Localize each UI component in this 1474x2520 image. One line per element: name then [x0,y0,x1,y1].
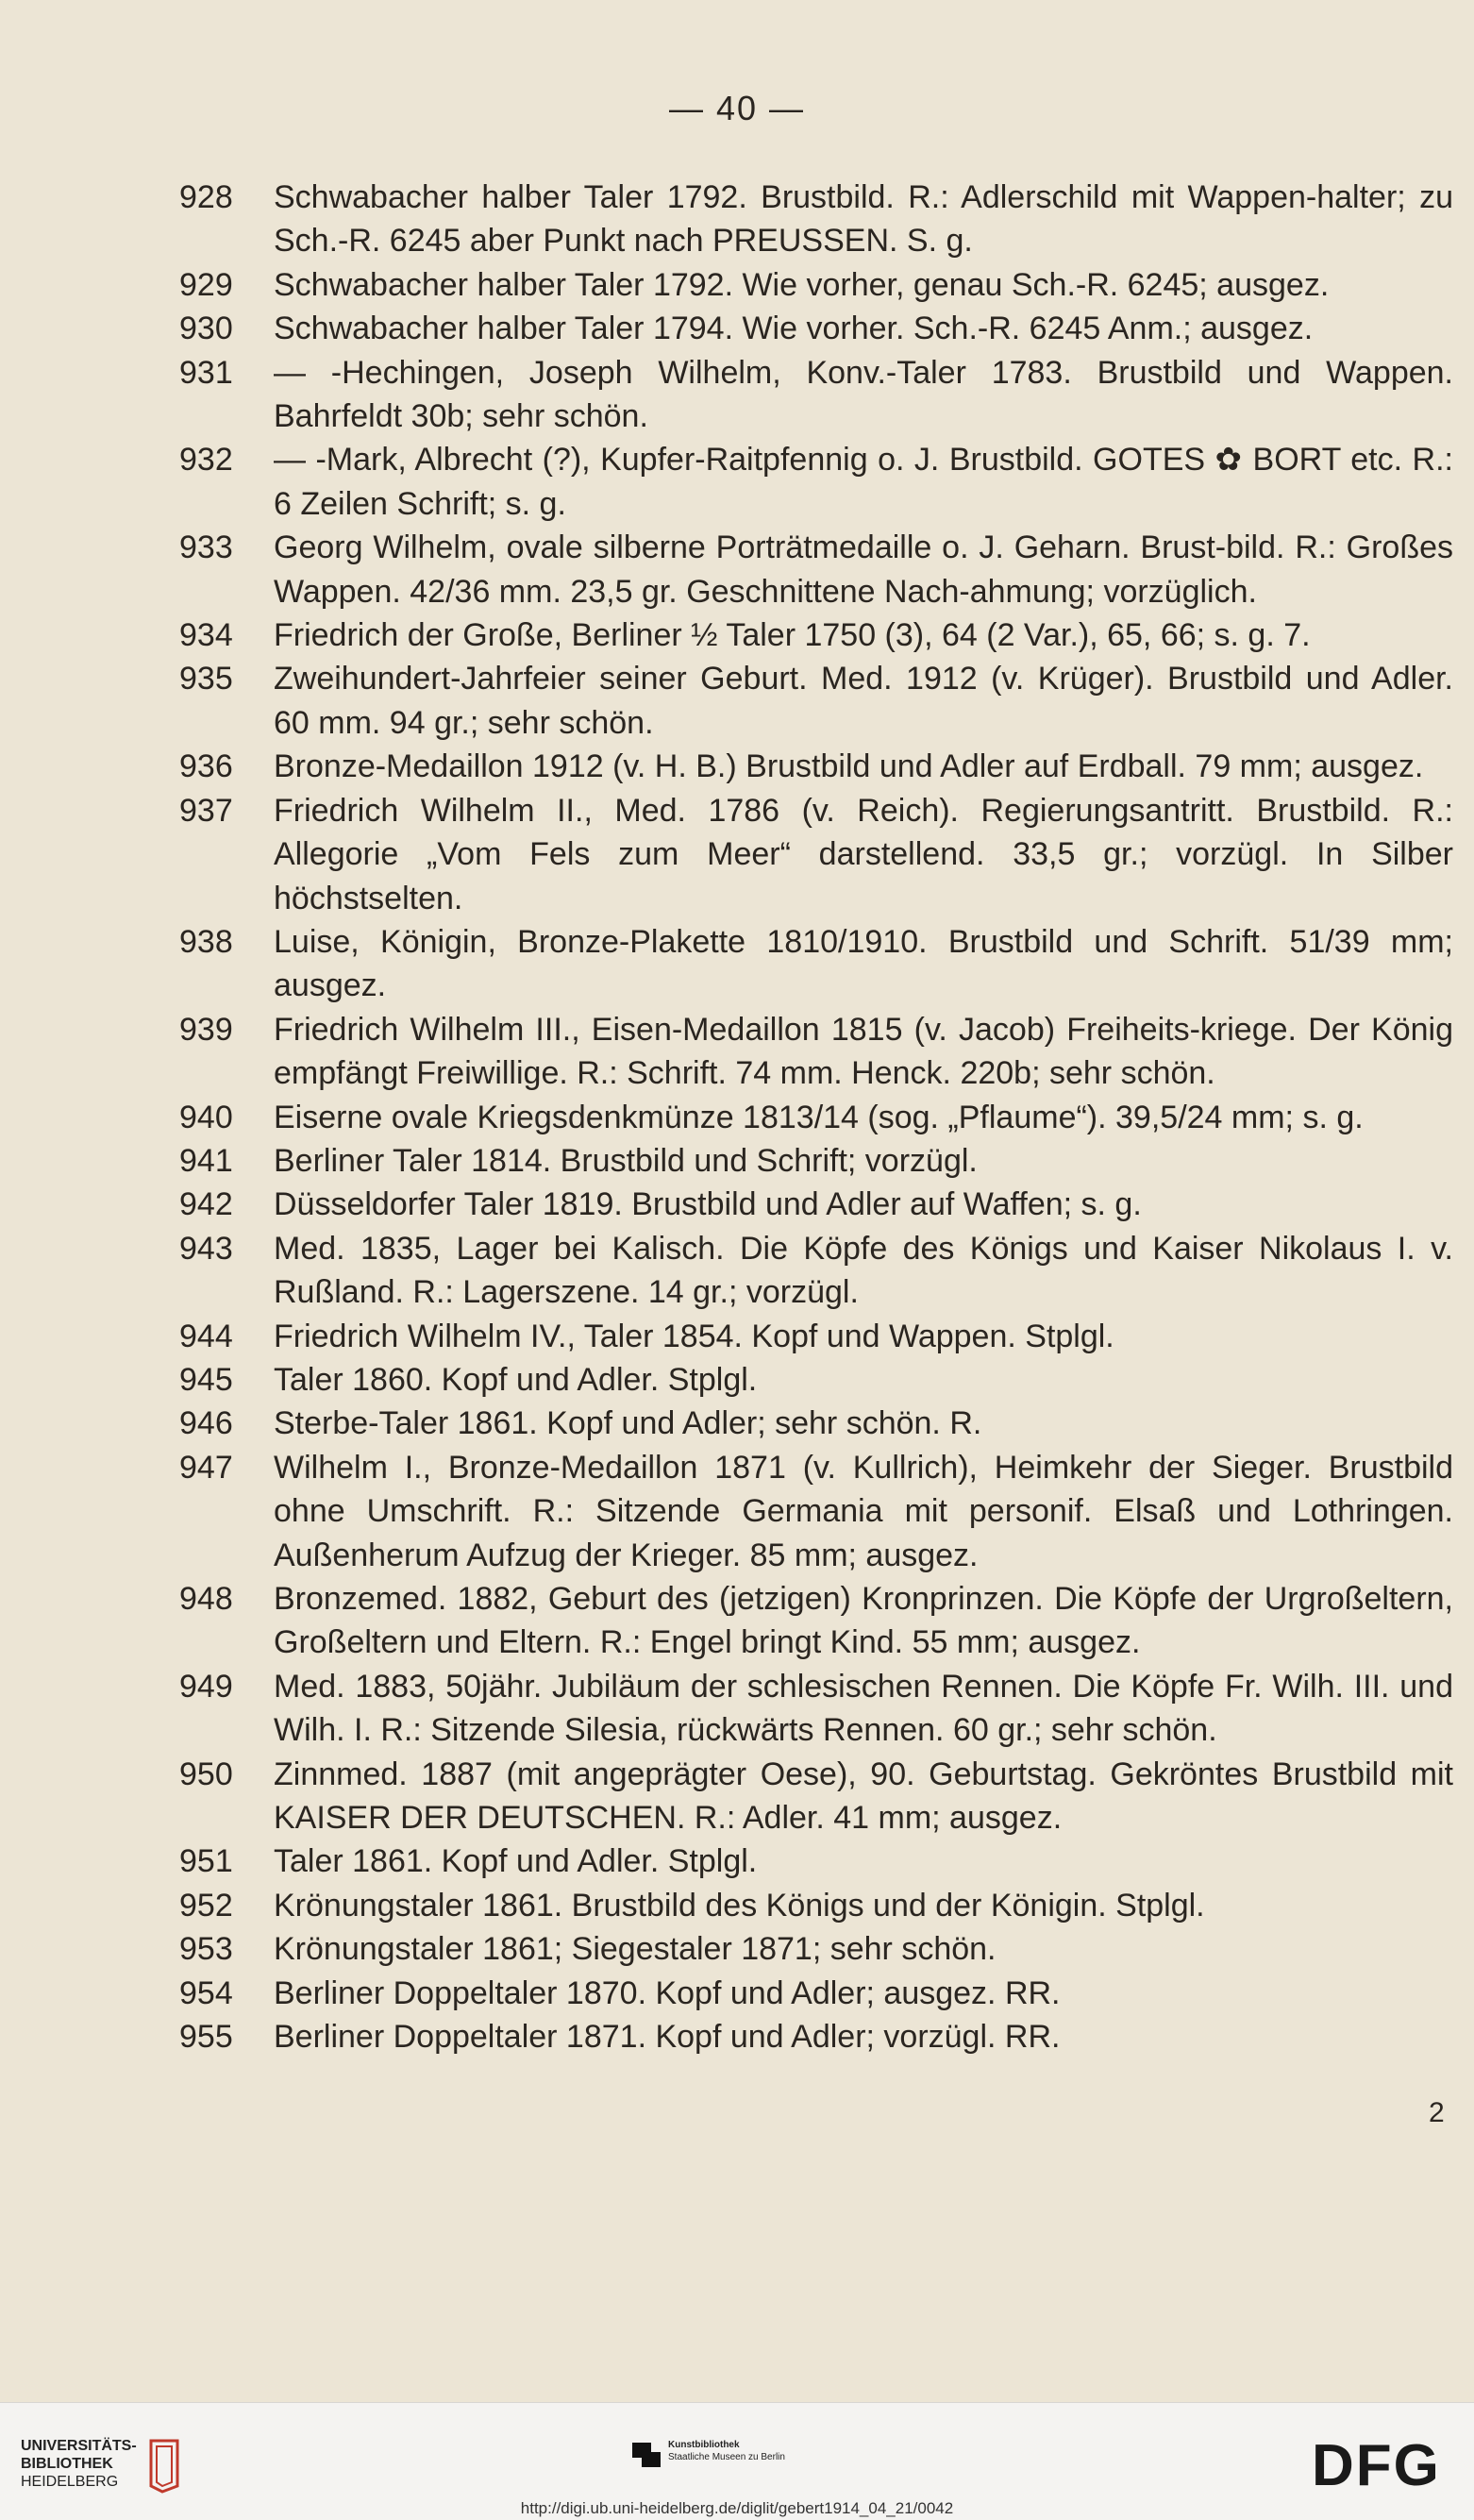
catalog-entry [179,920,1453,1008]
entry-description: Taler 1861. Kopf und Adler. Stplgl. [274,1843,758,1880]
entry-number: 934 [179,617,233,654]
entry-number: 929 [179,266,233,303]
entry-description: Friedrich Wilhelm IV., Taler 1854. Kopf und Wappen. Stplgl. [274,1318,1114,1354]
entry-number: 931 [179,354,233,391]
margin-note: 2 [1429,2097,1445,2128]
entry-number: 947 [179,1449,233,1486]
catalog-entry [179,263,1453,307]
entry-number: 936 [179,748,233,785]
entry-number: 938 [179,923,233,960]
catalog-entry [179,2015,1453,2058]
entry-number: 933 [179,529,233,566]
catalog-entry [179,613,1453,657]
entry-number: 951 [179,1843,233,1880]
entry-description: Krönungstaler 1861. Brustbild des Königs und der Königin. Stplgl. [274,1887,1205,1924]
catalog-entry [179,526,1453,613]
entry-number: 948 [179,1581,233,1617]
entry-number: 928 [179,179,233,215]
entry-description: Med. 1883, 50jähr. Jubiläum der schlesischen Rennen. Die Köpfe Fr. Wilh. III. und Wilh. I. R.: Sitzende Silesia, rückwärts Rennen. 60 gr.; sehr schön. [274,1668,1453,1749]
entry-description: Wilhelm I., Bronze-Medaillon 1871 (v. Kullrich), Heimkehr der Sieger. Brustbild ohne Umschrift. R.: Sitzende Germania mit personif. Elsaß und Lothringen. Außenherum Aufzug der Krieger. 85 mm; ausgez. [274,1449,1453,1573]
catalog-entry [179,307,1453,350]
entry-number: 932 [179,442,233,479]
catalog-entry [179,1884,1453,1927]
entry-number: 944 [179,1318,233,1354]
entry-description: Med. 1835, Lager bei Kalisch. Die Köpfe des Königs und Kaiser Nikolaus I. v. Rußland. R.: Lagerszene. 14 gr.; vorzügl. [274,1230,1453,1311]
entry-description: Schwabacher halber Taler 1794. Wie vorher. Sch.-R. 6245 Anm.; ausgez. [274,311,1314,347]
page-number: — 40 — [668,89,806,127]
entry-description: Düsseldorfer Taler 1819. Brustbild und Adler auf Waffen; s. g. [274,1186,1142,1223]
catalog-entry [179,1577,1453,1665]
catalog-entry [179,745,1453,788]
entry-description: Sterbe-Taler 1861. Kopf und Adler; sehr schön. R. [274,1405,982,1442]
kunstbibliothek-logo-icon[interactable] [630,2441,662,2474]
entry-description: — -Hechingen, Joseph Wilhelm, Konv.-Taler 1783. Brustbild und Wappen. Bahrfeldt 30b; sehr schön. [274,354,1453,435]
catalog-entry [179,438,1453,526]
catalog-entry [179,1840,1453,1883]
catalog-entry [179,1227,1453,1315]
kunstbibliothek-label [668,2439,785,2463]
library-name-line1: UNIVERSITÄTS- [21,2438,137,2454]
entry-number: 945 [179,1361,233,1398]
entry-description: Zinnmed. 1887 (mit angeprägter Oese), 90. Geburtstag. Gekröntes Brustbild mit KAISER DER DEUTSCHEN. R.: Adler. 41 mm; ausgez. [274,1756,1453,1837]
entry-description: Eiserne ovale Kriegsdenkmünze 1813/14 (sog. „Pflaume“). 39,5/24 mm; s. g. [274,1099,1364,1135]
entry-number: 937 [179,792,233,829]
entry-number: 943 [179,1230,233,1267]
entry-number: 930 [179,311,233,347]
entry-description: Bronzemed. 1882, Geburt des (jetzigen) Kronprinzen. Die Köpfe der Urgroßeltern, Großeltern und Eltern. R.: Engel bringt Kind. 55 mm; ausgez. [274,1581,1453,1661]
entry-description: Berliner Doppeltaler 1870. Kopf und Adler; ausgez. RR. [274,1974,1061,2011]
library-name[interactable] [21,2437,137,2491]
entry-description: Luise, Königin, Bronze-Plakette 1810/1910. Brustbild und Schrift. 51/39 mm; ausgez. [274,923,1453,1004]
entry-number: 949 [179,1668,233,1705]
entry-number: 942 [179,1186,233,1223]
entry-description: Berliner Taler 1814. Brustbild und Schrift; vorzügl. [274,1142,978,1179]
entry-number: 955 [179,2019,233,2056]
catalog-entry [179,1927,1453,1971]
catalog-entry [179,789,1453,920]
catalog-entry [179,1446,1453,1577]
entry-number: 935 [179,661,233,697]
dfg-logo[interactable]: DFG [1312,2433,1441,2498]
entry-number: 954 [179,1974,233,2011]
catalog-entry [179,1402,1453,1445]
entry-description: Zweihundert-Jahrfeier seiner Geburt. Med. 1912 (v. Krüger). Brustbild und Adler. 60 mm. 94 gr.; sehr schön. [274,661,1453,741]
permalink-url[interactable]: http://digi.ub.uni-heidelberg.de/diglit/gebert1914_04_21/0042 [520,2499,954,2517]
entry-description: Taler 1860. Kopf und Adler. Stplgl. [274,1361,758,1398]
kunstbibliothek-line2: Staatliche Museen zu Berlin [668,2452,785,2462]
entry-description: Schwabacher halber Taler 1792. Wie vorher, genau Sch.-R. 6245; ausgez. [274,266,1330,303]
catalog-entry [179,1315,1453,1358]
catalog-entry [179,1753,1453,1840]
university-library-logo-icon[interactable] [143,2437,204,2498]
catalog-entry [179,1008,1453,1096]
entry-number: 939 [179,1011,233,1048]
catalog-entry [179,351,1453,439]
entry-description: Friedrich der Große, Berliner ½ Taler 1750 (3), 64 (2 Var.), 65, 66; s. g. 7. [274,617,1311,654]
library-name-line3: HEIDELBERG [21,2474,119,2490]
entry-number: 940 [179,1099,233,1135]
catalog-entry [179,1139,1453,1183]
entry-number: 950 [179,1756,233,1792]
catalog-entry [179,176,1453,263]
catalog-entry [179,657,1453,745]
entry-description: Friedrich Wilhelm III., Eisen-Medaillon 1815 (v. Jacob) Freiheits-kriege. Der König empfängt Freiwillige. R.: Schrift. 74 mm. Henck. 220b; sehr schön. [274,1011,1453,1092]
entry-description: Krönungstaler 1861; Siegestaler 1871; sehr schön. [274,1931,997,1968]
library-name-line2: BIBLIOTHEK [21,2456,113,2472]
catalog-entry [179,1096,1453,1139]
entry-description: Berliner Doppeltaler 1871. Kopf und Adler; vorzügl. RR. [274,2019,1061,2056]
entry-number: 953 [179,1931,233,1968]
catalog-entry [179,1358,1453,1402]
entry-description: Bronze-Medaillon 1912 (v. H. B.) Brustbild und Adler auf Erdball. 79 mm; ausgez. [274,748,1424,785]
catalog-entry [179,1665,1453,1753]
entry-number: 946 [179,1405,233,1442]
catalog-entry [179,1972,1453,2015]
catalog-entry [179,1183,1453,1226]
entry-description: Schwabacher halber Taler 1792. Brustbild. R.: Adlerschild mit Wappen-halter; zu Sch.-R. 6245 aber Punkt nach PREUSSEN. S. g. [274,179,1453,260]
entry-description: Georg Wilhelm, ovale silberne Porträtmedaille o. J. Geharn. Brust-bild. R.: Großes Wappen. 42/36 mm. 23,5 gr. Geschnittene Nach-ahmung; vorzüglich. [274,529,1453,610]
entry-description: — -Mark, Albrecht (?), Kupfer-Raitpfennig o. J. Brustbild. GOTES ✿ BORT etc. R.: 6 Zeilen Schrift; s. g. [274,442,1453,522]
entry-description: Friedrich Wilhelm II., Med. 1786 (v. Reich). Regierungsantritt. Brustbild. R.: Allegorie „Vom Fels zum Meer“ darstellend. 33,5 gr.; vorzügl. In Silber höchstselten. [274,792,1453,916]
entry-number: 941 [179,1142,233,1179]
entry-number: 952 [179,1887,233,1924]
catalog-entry-list [179,176,1453,2058]
kunstbibliothek-line1: Kunstbibliothek [668,2440,740,2450]
